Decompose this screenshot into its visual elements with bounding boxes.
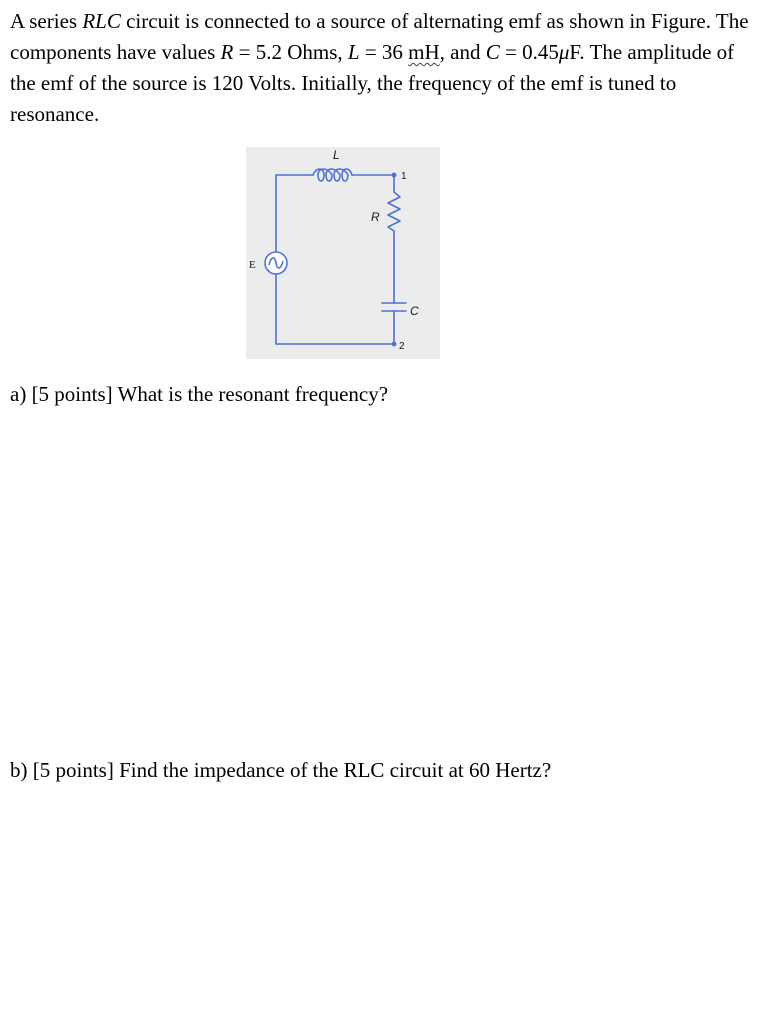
capacitor-icon xyxy=(382,303,406,311)
label-R: R xyxy=(371,210,380,224)
terminal-dot-2 xyxy=(392,342,397,347)
label-L: L xyxy=(333,148,340,162)
terminal-label-1: 1 xyxy=(401,171,407,182)
inductor-coil-icon xyxy=(313,169,352,181)
terminal-dot-1 xyxy=(392,173,397,178)
circuit-figure xyxy=(246,147,440,359)
terminal-label-2: 2 xyxy=(399,341,405,352)
label-C: C xyxy=(410,304,419,318)
circuit-wires xyxy=(276,169,406,344)
question-b: b) [5 points] Find the impedance of the RLC circuit at 60 Hertz? xyxy=(10,758,552,782)
label-E: E xyxy=(249,259,256,271)
resistor-zigzag-icon xyxy=(388,192,400,231)
problem-statement: A series RLC circuit is connected to a source of alternating emf as shown in Figure. The components have values R = 5.2 Ohms, L = 36 mH, and C = 0.45μF. The amplitude of the emf of the source is 120 Volts. Initially, the frequency of the emf is tuned to resonance. xyxy=(10,9,749,126)
answer-area-b xyxy=(10,788,760,1008)
rlc-circuit-diagram xyxy=(246,147,440,359)
answer-area-a xyxy=(10,412,760,742)
question-a: a) [5 points] What is the resonant frequency? xyxy=(10,382,389,406)
